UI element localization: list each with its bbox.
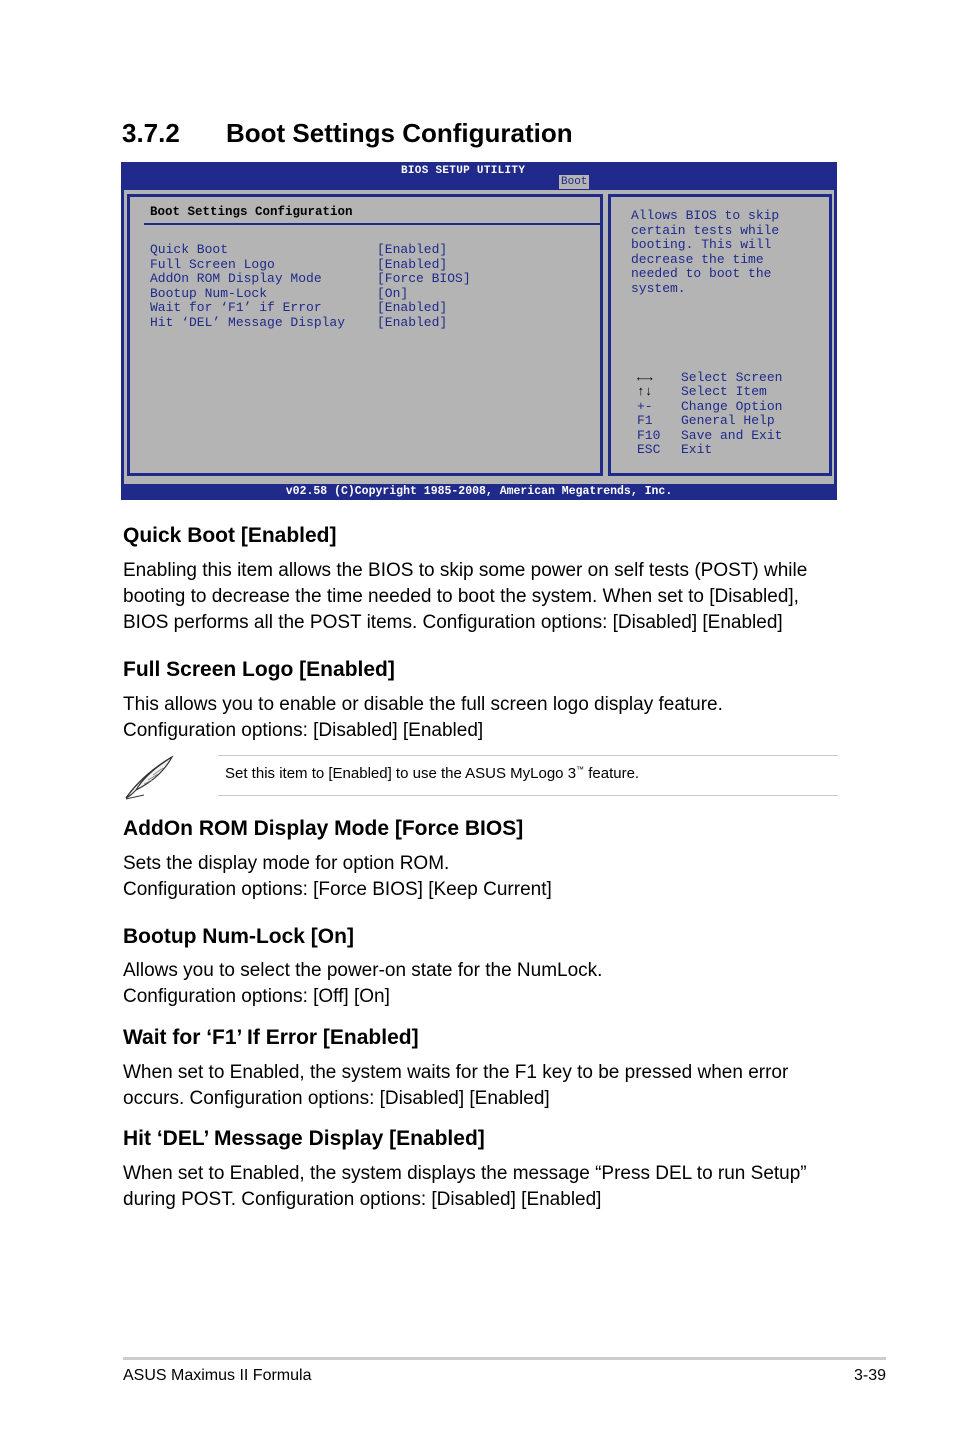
key-description: Change Option xyxy=(681,398,783,414)
key-description: Exit xyxy=(681,441,713,457)
section-title: Boot Settings Configuration xyxy=(226,118,573,148)
item-desc-quick-boot xyxy=(123,558,843,636)
bios-option-label: Wait for ‘F1’ if Error xyxy=(150,300,322,316)
item-desc-num-lock xyxy=(123,958,843,1010)
item-heading-num-lock: Bootup Num-Lock [On] xyxy=(123,925,354,948)
trademark-sign: ™ xyxy=(576,765,585,774)
help-line: needed to boot the xyxy=(631,266,772,282)
note-text-end: feature. xyxy=(584,765,640,782)
key-symbol: +- xyxy=(637,398,653,414)
help-line: decrease the time xyxy=(631,251,764,267)
desc-line: This allows you to enable or disable the full screen logo display feature. xyxy=(123,694,723,715)
key-description: General Help xyxy=(681,413,775,429)
help-line: system. xyxy=(631,280,686,296)
bios-body xyxy=(124,190,834,484)
desc-line: Configuration options: [Disabled] [Enabled] xyxy=(123,720,484,741)
section-number: 3.7.2 xyxy=(122,118,180,148)
feather-pen-icon xyxy=(122,754,176,802)
bios-option-label: Bootup Num-Lock xyxy=(150,285,268,301)
bios-option-value[interactable]: [Enabled] xyxy=(377,300,448,316)
desc-line: Configuration options: [Force BIOS] [Keep Current] xyxy=(123,879,552,900)
desc-line: When set to Enabled, the system displays the message “Press DEL to run Setup” xyxy=(123,1163,807,1184)
bios-help-panel xyxy=(608,194,832,476)
bios-panel-heading: Boot Settings Configuration xyxy=(150,205,353,219)
bios-option-value[interactable]: [On] xyxy=(377,285,409,301)
bios-options-panel xyxy=(127,194,603,476)
bios-option-label: AddOn ROM Display Mode xyxy=(150,271,322,287)
item-heading-hit-del: Hit ‘DEL’ Message Display [Enabled] xyxy=(123,1127,485,1150)
up-down-arrows-icon: ↑↓ xyxy=(637,384,653,400)
item-heading-full-screen-logo: Full Screen Logo [Enabled] xyxy=(123,658,395,681)
help-line: certain tests while xyxy=(631,222,780,238)
item-desc-hit-del xyxy=(123,1161,843,1213)
key-symbol: F10 xyxy=(637,427,661,443)
bios-option-value[interactable]: [Enabled] xyxy=(377,242,448,257)
bios-option-label: Hit ‘DEL’ Message Display xyxy=(150,314,346,330)
bios-footer: v02.58 (C)Copyright 1985-2008, American Megatrends, Inc. xyxy=(285,485,673,498)
bios-option-value[interactable]: [Force BIOS] xyxy=(377,271,471,287)
key-symbol: ESC xyxy=(637,441,661,457)
key-description: Save and Exit xyxy=(681,427,783,443)
footer-product-name: ASUS Maximus II Formula xyxy=(123,1367,312,1384)
left-right-arrows-icon: ←→ xyxy=(637,370,653,385)
note-divider-top xyxy=(218,755,838,756)
desc-line: occurs. Configuration options: [Disabled] [Enabled] xyxy=(123,1088,550,1109)
key-description: Select Screen xyxy=(681,370,783,385)
item-desc-full-screen-logo xyxy=(123,692,843,744)
key-symbol: F1 xyxy=(637,413,653,429)
bios-tab-boot[interactable]: Boot xyxy=(561,176,588,188)
desc-line: BIOS performs all the POST items. Configuration options: [Disabled] [Enabled] xyxy=(123,612,783,633)
item-desc-addon-rom xyxy=(123,851,843,903)
item-heading-quick-boot: Quick Boot [Enabled] xyxy=(123,524,337,547)
bios-header xyxy=(121,162,837,190)
bios-title: BIOS SETUP UTILITY xyxy=(401,165,526,177)
desc-line: Sets the display mode for option ROM. xyxy=(123,853,450,874)
item-heading-wait-f1: Wait for ‘F1’ If Error [Enabled] xyxy=(123,1026,419,1049)
note-divider-bottom xyxy=(218,795,838,796)
desc-line: Allows you to select the power-on state for the NumLock. xyxy=(123,960,603,981)
bios-panel-divider xyxy=(144,223,600,225)
bios-help-text xyxy=(631,209,779,297)
bios-option-label: Full Screen Logo xyxy=(150,256,275,272)
item-desc-wait-f1 xyxy=(123,1060,843,1112)
desc-line: booting to decrease the time needed to boot the system. When set to [Disabled], xyxy=(123,586,799,607)
bios-option-label: Quick Boot xyxy=(150,242,229,257)
desc-line: Configuration options: [Off] [On] xyxy=(123,986,390,1007)
help-line: Allows BIOS to skip xyxy=(631,208,780,223)
desc-line: When set to Enabled, the system waits for the F1 key to be pressed when error xyxy=(123,1062,789,1083)
note-text xyxy=(225,765,639,782)
bios-option-value[interactable]: [Enabled] xyxy=(377,256,448,272)
item-heading-addon-rom: AddOn ROM Display Mode [Force BIOS] xyxy=(123,817,524,840)
help-line: booting. This will xyxy=(631,237,772,253)
footer-divider xyxy=(123,1357,886,1360)
bios-screenshot xyxy=(121,162,837,500)
desc-line: Enabling this item allows the BIOS to skip some power on self tests (POST) while xyxy=(123,560,808,581)
key-description: Select Item xyxy=(681,384,767,400)
desc-line: during POST. Configuration options: [Disabled] [Enabled] xyxy=(123,1189,602,1210)
footer-page-number: 3-39 xyxy=(853,1367,886,1384)
note-text-main: Set this item to [Enabled] to use the ASUS MyLogo 3 xyxy=(225,765,577,782)
bios-option-value[interactable]: [Enabled] xyxy=(377,314,448,330)
